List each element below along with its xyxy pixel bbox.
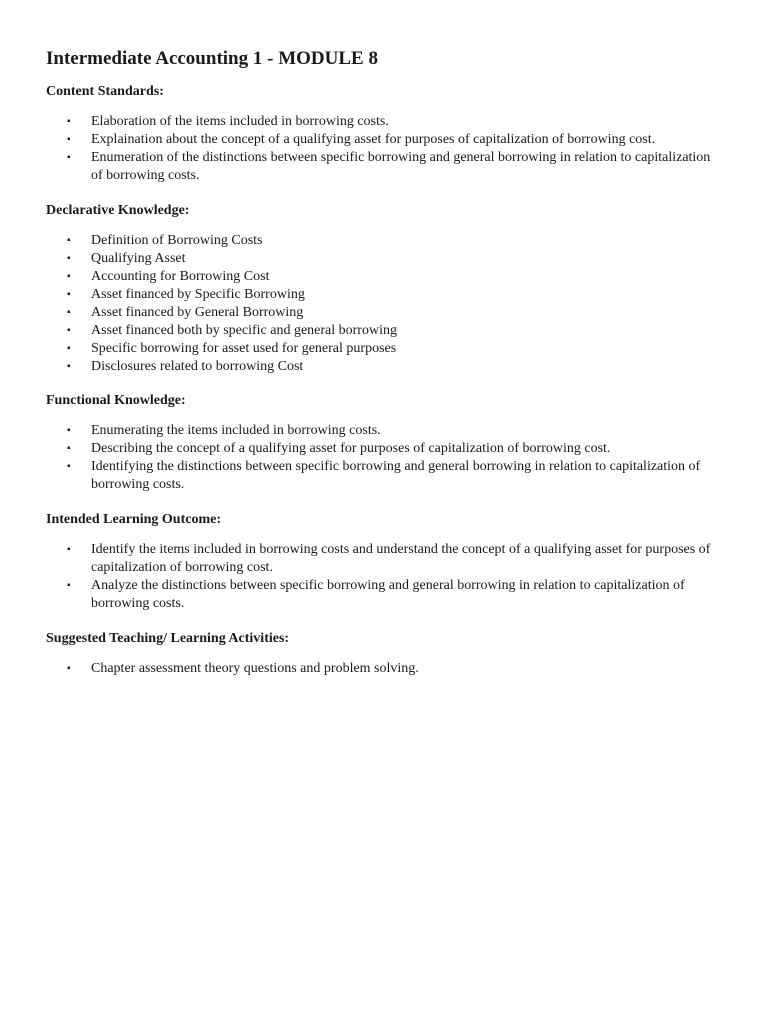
list-item-text: Qualifying Asset — [91, 251, 186, 266]
list-item-text: Disclosures related to borrowing Cost — [91, 359, 304, 374]
bullet-icon: ▪ — [67, 663, 71, 674]
list-item-text: Chapter assessment theory questions and problem solving. — [91, 661, 419, 676]
list-item — [46, 304, 723, 322]
section-declarative-knowledge — [46, 202, 726, 376]
bullet-icon: ▪ — [67, 443, 71, 454]
bullet-icon: ▪ — [67, 307, 71, 318]
bullet-list — [46, 232, 726, 376]
list-item — [46, 422, 723, 440]
list-item-text: Analyze the distinctions between specific borrowing and general borrowing in relation to capitalization of borrowing costs. — [91, 578, 685, 611]
list-item-text: Describing the concept of a qualifying asset for purposes of capitalization of borrowing cost. — [91, 441, 611, 456]
section-heading: Suggested Teaching/ Learning Activities: — [46, 631, 290, 646]
list-item — [46, 268, 723, 286]
list-item-text: Accounting for Borrowing Cost — [91, 269, 270, 284]
list-item — [46, 232, 723, 250]
list-item-text: Identifying the distinctions between specific borrowing and general borrowing in relation to capitalization of borrowing costs. — [91, 459, 701, 492]
bullet-icon: ▪ — [67, 253, 71, 264]
bullet-icon: ▪ — [67, 134, 71, 145]
list-item-text: Asset financed by General Borrowing — [91, 305, 304, 320]
section-functional-knowledge — [46, 392, 726, 494]
list-item — [46, 577, 723, 613]
bullet-icon: ▪ — [67, 544, 71, 555]
bullet-list — [46, 660, 726, 678]
section-content-standards — [46, 83, 726, 185]
list-item-text: Elaboration of the items included in borrowing costs. — [91, 114, 389, 129]
section-intended-learning-outcome — [46, 511, 726, 613]
bullet-icon: ▪ — [67, 461, 71, 472]
list-item — [46, 131, 723, 149]
list-item-text: Definition of Borrowing Costs — [91, 233, 263, 248]
document-title: Intermediate Accounting 1 - MODULE 8 — [46, 48, 378, 69]
list-item-text: Enumerating the items included in borrowing costs. — [91, 423, 381, 438]
list-item — [46, 458, 723, 494]
section-heading: Declarative Knowledge: — [46, 203, 190, 218]
list-item — [46, 358, 723, 376]
list-item — [46, 113, 723, 131]
section-suggested-activities — [46, 630, 726, 678]
bullet-icon: ▪ — [67, 116, 71, 127]
bullet-icon: ▪ — [67, 271, 71, 282]
section-heading: Content Standards: — [46, 84, 164, 99]
list-item-text: Enumeration of the distinctions between specific borrowing and general borrowing in relation to capitalization of borrowing costs. — [91, 150, 711, 183]
list-item-text: Explaination about the concept of a qualifying asset for purposes of capitalization of borrowing cost. — [91, 132, 656, 147]
bullet-icon: ▪ — [67, 580, 71, 591]
list-item-text: Specific borrowing for asset used for general purposes — [91, 341, 397, 356]
list-item-text: Identify the items included in borrowing costs and understand the concept of a qualifying asset for purposes of capitalization of borrowing cost. — [91, 542, 711, 575]
section-heading: Intended Learning Outcome: — [46, 512, 221, 527]
bullet-icon: ▪ — [67, 152, 71, 163]
bullet-icon: ▪ — [67, 425, 71, 436]
bullet-list — [46, 422, 726, 494]
list-item — [46, 541, 723, 577]
list-item-text: Asset financed by Specific Borrowing — [91, 287, 305, 302]
section-heading: Functional Knowledge: — [46, 393, 186, 408]
bullet-icon: ▪ — [67, 343, 71, 354]
list-item — [46, 149, 723, 185]
list-item — [46, 660, 723, 678]
list-item — [46, 440, 723, 458]
bullet-icon: ▪ — [67, 361, 71, 372]
list-item — [46, 340, 723, 358]
bullet-icon: ▪ — [67, 289, 71, 300]
bullet-icon: ▪ — [67, 325, 71, 336]
bullet-icon: ▪ — [67, 235, 71, 246]
list-item — [46, 322, 723, 340]
list-item — [46, 250, 723, 268]
list-item-text: Asset financed both by specific and general borrowing — [91, 323, 397, 338]
bullet-list — [46, 541, 726, 613]
list-item — [46, 286, 723, 304]
bullet-list — [46, 113, 726, 185]
